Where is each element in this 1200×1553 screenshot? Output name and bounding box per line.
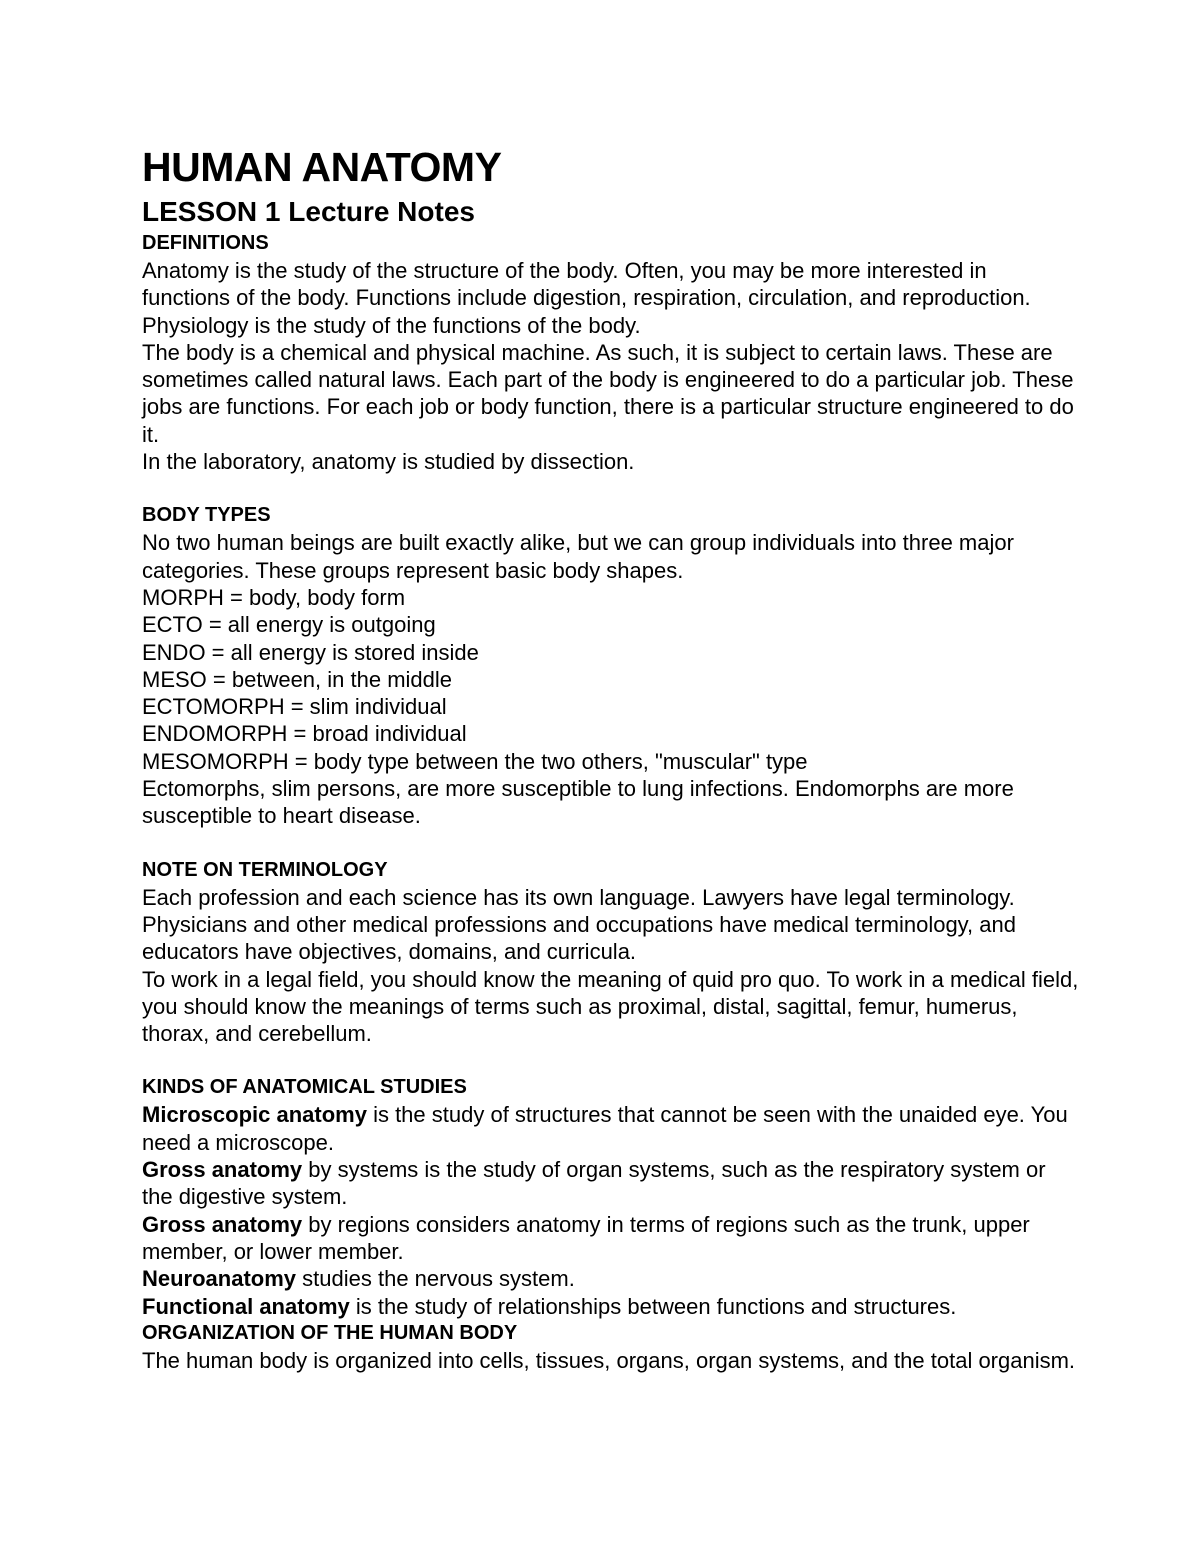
- section-spacer: [142, 1047, 1080, 1074]
- body-types-intro: No two human beings are built exactly alike, but we can group individuals into three major categories. These groups represent basic body shapes.: [142, 530, 1014, 583]
- study-description: by regions considers anatomy in terms of regions such as the trunk, upper member, or lower member.: [142, 1211, 1030, 1264]
- study-item: [142, 1265, 1080, 1292]
- definitions-heading: DEFINITIONS: [142, 232, 269, 254]
- document-subtitle: LESSON 1 Lecture Notes: [142, 196, 475, 227]
- body-type-term: ENDO = all energy is stored inside: [142, 639, 479, 665]
- definitions-paragraph-4: In the laboratory, anatomy is studied by dissection.: [142, 449, 635, 475]
- study-term: Microscopic anatomy: [142, 1102, 367, 1128]
- body-type-term: ENDOMORPH = broad individual: [142, 721, 467, 747]
- body-type-term: MESO = between, in the middle: [142, 666, 452, 692]
- study-item: [142, 1101, 1080, 1156]
- study-item: [142, 1156, 1080, 1211]
- study-description: is the study of structures that cannot be seen with the unaided eye. You need a microscope.: [142, 1102, 1068, 1155]
- definitions-paragraph-1: Anatomy is the study of the structure of the body. Often, you may be more interested in functions of the body. Functions include digestion, respiration, circulation, and reproduction.: [142, 258, 1031, 311]
- definitions-paragraph-2: Physiology is the study of the functions of the body.: [142, 312, 641, 338]
- terminology-section: [142, 857, 1080, 1048]
- body-types-section: [142, 502, 1080, 829]
- organization-section: [142, 1320, 1080, 1374]
- body-type-term: ECTO = all energy is outgoing: [142, 612, 436, 638]
- study-item: [142, 1293, 1080, 1320]
- study-term: Gross anatomy: [142, 1157, 303, 1183]
- body-type-term: MORPH = body, body form: [142, 584, 406, 610]
- study-term: Gross anatomy: [142, 1211, 303, 1237]
- organization-heading: ORGANIZATION OF THE HUMAN BODY: [142, 1321, 518, 1344]
- body-types-heading: BODY TYPES: [142, 504, 271, 527]
- anatomical-studies-heading: KINDS OF ANATOMICAL STUDIES: [142, 1076, 467, 1099]
- terminology-heading: NOTE ON TERMINOLOGY: [142, 858, 388, 881]
- section-spacer: [142, 830, 1080, 857]
- study-item: [142, 1211, 1080, 1266]
- document-title: HUMAN ANATOMY: [142, 144, 502, 190]
- body-type-term: ECTOMORPH = slim individual: [142, 694, 447, 720]
- definitions-paragraph-3: The body is a chemical and physical machine. As such, it is subject to certain laws. These are sometimes called natural laws. Each part of the body is engineered to do a particular job. These jobs are functions. For each job or body function, there is a particular structure engineered to do it.: [142, 339, 1074, 447]
- body-type-term: MESOMORPH = body type between the two others, "muscular" type: [142, 748, 808, 774]
- study-term: Neuroanatomy: [142, 1266, 297, 1292]
- body-types-closing: Ectomorphs, slim persons, are more susceptible to lung infections. Endomorphs are more susceptible to heart disease.: [142, 776, 1014, 829]
- study-description: studies the nervous system.: [296, 1266, 575, 1292]
- definitions-section: [142, 230, 1080, 475]
- terminology-paragraph-1: Each profession and each science has its own language. Lawyers have legal terminology. Physicians and other medical professions and occupations have medical terminology, and educators have objectives, domains, and curricula.: [142, 884, 1016, 965]
- organization-paragraph-1: The human body is organized into cells, tissues, organs, organ systems, and the total organism.: [142, 1347, 1076, 1373]
- study-description: is the study of relationships between functions and structures.: [349, 1293, 957, 1319]
- study-description: by systems is the study of organ systems, such as the respiratory system or the digestive system.: [142, 1157, 1046, 1210]
- anatomical-studies-section: [142, 1074, 1080, 1319]
- section-spacer: [142, 475, 1080, 502]
- terminology-paragraph-2: To work in a legal field, you should know the meaning of quid pro quo. To work in a medical field, you should know the meanings of terms such as proximal, distal, sagittal, femur, humerus, thorax, and cerebellum.: [142, 966, 1079, 1047]
- study-term: Functional anatomy: [142, 1293, 350, 1319]
